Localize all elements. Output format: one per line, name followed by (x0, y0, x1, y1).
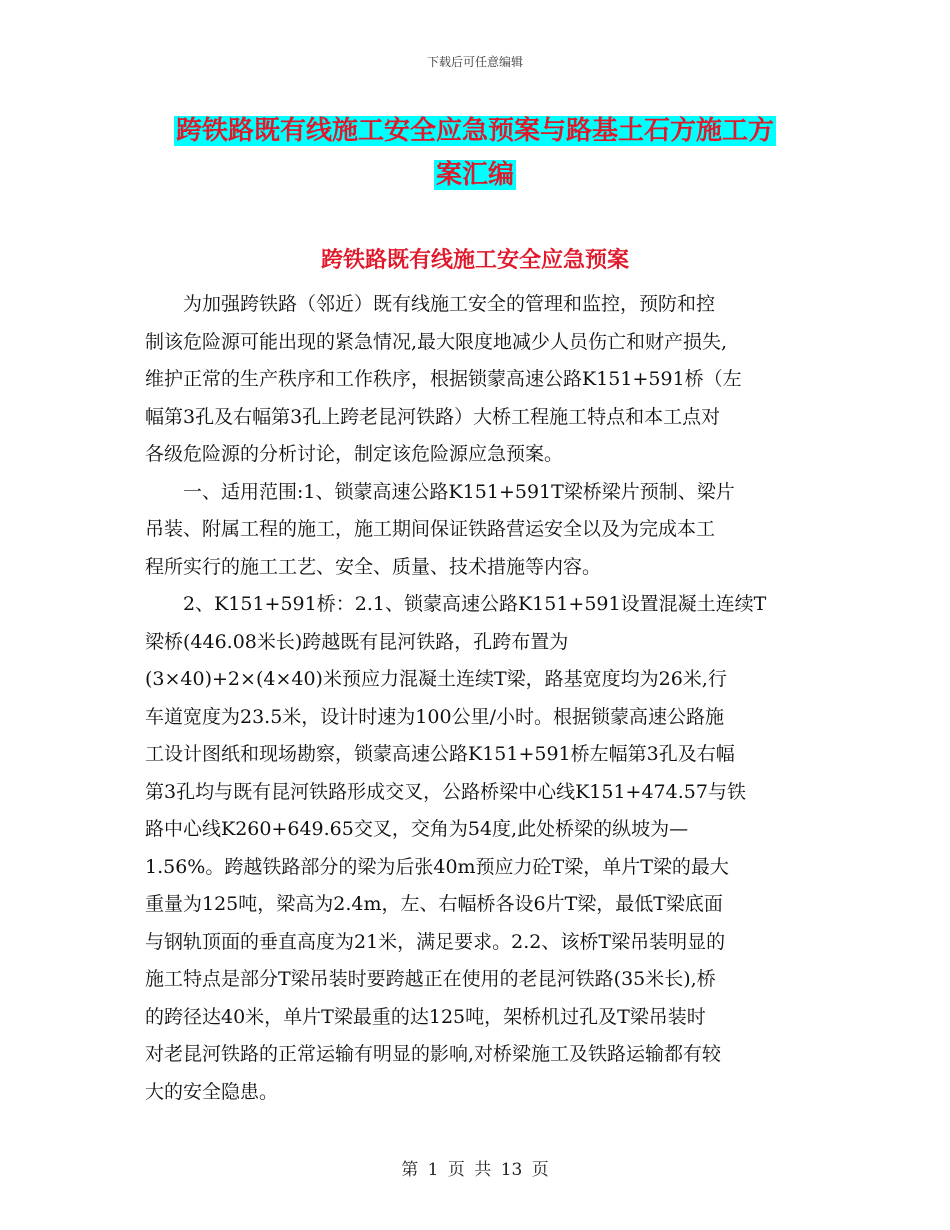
body-line: 重量为125吨，梁高为2.4m，左、右幅桥各设6片T梁，最低T梁底面 (145, 893, 723, 915)
page-number-footer: 第 1 页 共 13 页 (401, 1160, 549, 1180)
body-line: 程所实行的施工工艺、安全、质量、技术措施等内容。 (145, 555, 602, 578)
body-line: 各级危险源的分析讨论，制定该危险源应急预案。 (145, 443, 564, 465)
body-line: 路中心线K260+649.65交叉，交角为54度,此处桥梁的纵坡为— (145, 818, 689, 840)
body-line: 为加强跨铁路（邻近）既有线施工安全的管理和监控，预防和控 (183, 293, 716, 315)
document-body (145, 286, 810, 1111)
body-line: 制该危险源可能出现的紧急情况,最大限度地减少人员伤亡和财产损失, (145, 330, 728, 353)
body-line: 大的安全隐患。 (145, 1080, 279, 1103)
body-line: 幅第3孔及右幅第3孔上跨老昆河铁路）大桥工程施工特点和本工点对 (145, 405, 721, 428)
body-line: 车道宽度为23.5米，设计时速为100公里/小时。根据锁蒙高速公路施 (145, 705, 724, 728)
body-line: 与钢轨顶面的垂直高度为21米，满足要求。2.2、该桥T梁吊装明显的 (145, 930, 726, 953)
document-title-text-2: 案汇编 (435, 160, 514, 190)
page-header-note: 下载后可任意编辑 (426, 55, 523, 69)
document-title-line-1 (0, 106, 950, 156)
body-line: (3×40)+2×(4×40)米预应力混凝土连续T梁，路基宽度均为26米,行 (145, 668, 727, 690)
document-title-text-1: 跨铁路既有线施工安全应急预案与路基土石方施工方 (175, 116, 774, 146)
body-line: 施工特点是部分T梁吊装时要跨越正在使用的老昆河铁路(35米长),桥 (145, 968, 716, 990)
body-line: 2、K151+591桥：2.1、锁蒙高速公路K151+591设置混凝土连续T (183, 593, 767, 615)
body-line: 维护正常的生产秩序和工作秩序，根据锁蒙高速公路K151+591桥（左 (145, 368, 742, 390)
body-line: 第3孔均与既有昆河铁路形成交叉，公路桥梁中心线K151+474.57与铁 (145, 780, 746, 803)
body-line: 梁桥(446.08米长)跨越既有昆河铁路，孔跨布置为 (145, 630, 569, 653)
document-title-line-2 (0, 150, 950, 200)
section-title: 跨铁路既有线施工安全应急预案 (320, 248, 629, 273)
body-line: 对老昆河铁路的正常运输有明显的影响,对桥梁施工及铁路运输都有较 (145, 1043, 722, 1065)
body-line: 1.56%。跨越铁路部分的梁为后张40m预应力砼T梁，单片T梁的最大 (145, 855, 729, 878)
body-line: 的跨径达40米，单片T梁最重的达125吨，架桥机过孔及T梁吊装时 (145, 1005, 706, 1028)
body-line: 吊装、附属工程的施工，施工期间保证铁路营运安全以及为完成本工 (145, 518, 716, 540)
body-line: 一、适用范围:1、锁蒙高速公路K151+591T梁桥梁片预制、梁片 (183, 480, 735, 503)
body-line: 工设计图纸和现场勘察，锁蒙高速公路K151+591桥左幅第3孔及右幅 (145, 743, 735, 765)
